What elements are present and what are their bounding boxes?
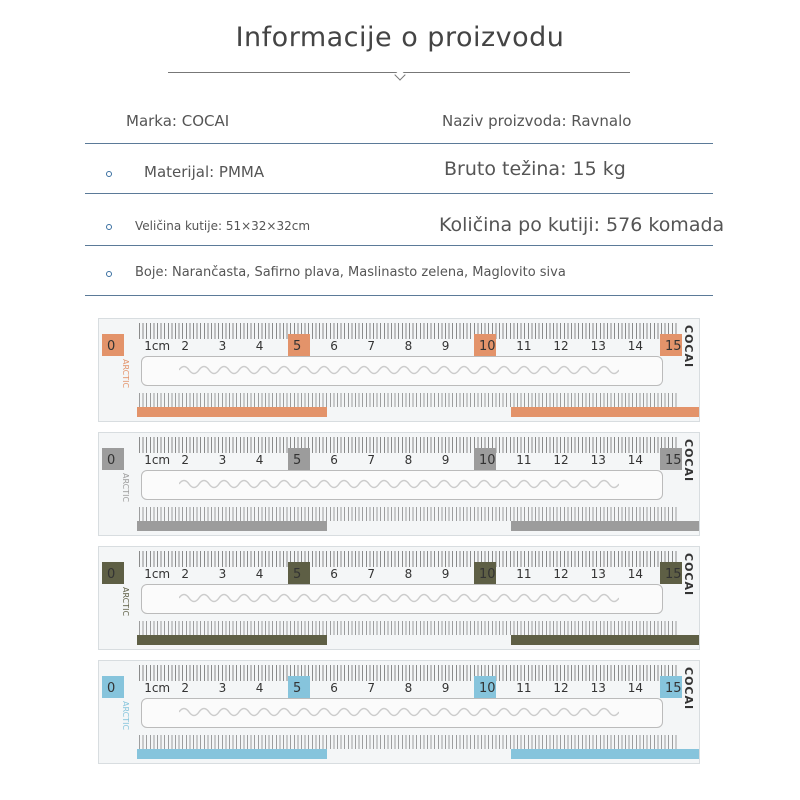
ruler-number: 1cm — [144, 453, 171, 467]
ruler-number: 10 — [479, 567, 496, 582]
ruler-number: 12 — [553, 339, 569, 353]
ruler-side-label: ARCTIC — [121, 473, 130, 503]
ruler-number: 10 — [479, 681, 496, 696]
page-title: Informacije o proizvodu — [235, 22, 565, 53]
ruler-wave-line — [179, 591, 619, 605]
ruler-number: 11 — [516, 681, 532, 695]
ruler-ticks-bottom — [139, 621, 679, 635]
ruler-number: 4 — [255, 681, 264, 695]
spec-brand: Marka: COCAI — [126, 112, 230, 130]
ruler-number: 3 — [218, 681, 227, 695]
ruler-number: 4 — [255, 339, 264, 353]
ruler-color-band — [137, 749, 327, 759]
ruler-number: 5 — [293, 567, 302, 582]
ruler-side-label: ARCTIC — [121, 587, 130, 617]
ruler-number: 8 — [404, 453, 413, 467]
spec-box-size: Veličina kutije: 51×32×32cm — [135, 219, 311, 233]
ruler-number: 14 — [627, 453, 644, 467]
bullet-icon — [106, 271, 112, 277]
ruler-number: 4 — [255, 453, 264, 467]
ruler-number: 12 — [553, 567, 569, 581]
ruler-number: 5 — [293, 681, 302, 696]
ruler-image — [98, 546, 700, 650]
spec-quantity: Količina po kutiji: 576 komada — [439, 214, 725, 236]
row-divider — [85, 295, 713, 296]
ruler-color-band — [511, 407, 699, 417]
ruler-number: 14 — [627, 339, 644, 353]
ruler-number: 9 — [441, 339, 450, 353]
ruler-number: 7 — [367, 453, 376, 467]
ruler-number: 12 — [553, 681, 569, 695]
ruler-number: 7 — [367, 339, 376, 353]
ruler-number: 9 — [441, 681, 450, 695]
ruler-number: 12 — [553, 453, 569, 467]
ruler-number: 2 — [181, 339, 190, 353]
ruler-number: 1cm — [144, 567, 171, 581]
ruler-number: 11 — [516, 453, 532, 467]
ruler-number: 5 — [293, 453, 302, 468]
ruler-color-band — [137, 635, 327, 645]
ruler-wave-line — [179, 705, 619, 719]
ruler-number: 5 — [293, 339, 302, 354]
row-divider — [85, 193, 713, 194]
ruler-ticks-top — [139, 665, 679, 681]
ruler-brand-logo: COCAI — [682, 439, 695, 483]
ruler-number: 13 — [590, 681, 606, 695]
ruler-ticks-top — [139, 323, 679, 339]
ruler-number: 2 — [181, 453, 190, 467]
ruler-number: 10 — [479, 453, 496, 468]
ruler-number: 7 — [367, 567, 376, 581]
ruler-color-band — [137, 521, 327, 531]
ruler-number: 8 — [404, 567, 413, 581]
ruler-color-band — [511, 521, 699, 531]
ruler-number: 0 — [107, 339, 116, 354]
ruler-brand-logo: COCAI — [682, 667, 695, 711]
row-divider — [85, 143, 713, 144]
ruler-color-band — [137, 407, 327, 417]
ruler-ticks-bottom — [139, 393, 679, 407]
ruler-number: 0 — [107, 567, 116, 582]
ruler-number: 1cm — [144, 681, 171, 695]
ruler-number: 13 — [590, 567, 606, 581]
ruler-number: 9 — [441, 567, 450, 581]
ruler-number: 2 — [181, 681, 190, 695]
ruler-number: 13 — [590, 339, 606, 353]
ruler-side-label: ARCTIC — [121, 359, 130, 389]
ruler-number: 0 — [107, 453, 116, 468]
spec-material: Materijal: PMMA — [144, 163, 265, 181]
ruler-number: 8 — [404, 339, 413, 353]
ruler-number: 11 — [516, 339, 532, 353]
ruler-number: 11 — [516, 567, 532, 581]
spec-product-name: Naziv proizvoda: Ravnalo — [442, 112, 632, 130]
ruler-number: 15 — [665, 453, 682, 468]
ruler-image — [98, 432, 700, 536]
ruler-number: 6 — [330, 681, 338, 695]
ruler-number: 0 — [107, 681, 116, 696]
ruler-number: 15 — [665, 567, 682, 582]
ruler-ticks-top — [139, 551, 679, 567]
ruler-number: 15 — [665, 339, 682, 354]
ruler-number: 8 — [404, 681, 413, 695]
ruler-number: 2 — [181, 567, 190, 581]
ruler-number: 6 — [330, 567, 338, 581]
bullet-icon — [106, 171, 112, 177]
ruler-ticks-bottom — [139, 507, 679, 521]
ruler-wave-line — [179, 363, 619, 377]
spec-colors: Boje: Narančasta, Safirno plava, Maslinasto zelena, Maglovito siva — [135, 265, 566, 280]
ruler-number: 3 — [218, 567, 227, 581]
ruler-number: 6 — [330, 339, 338, 353]
ruler-ticks-top — [139, 437, 679, 453]
ruler-wave-line — [179, 477, 619, 491]
ruler-number: 6 — [330, 453, 338, 467]
ruler-number: 13 — [590, 453, 606, 467]
ruler-number: 7 — [367, 681, 376, 695]
ruler-side-label: ARCTIC — [121, 701, 130, 731]
ruler-number: 1cm — [144, 339, 171, 353]
ruler-number: 14 — [627, 681, 644, 695]
ruler-number: 4 — [255, 567, 264, 581]
ruler-image — [98, 660, 700, 764]
ruler-image — [98, 318, 700, 422]
ruler-ticks-bottom — [139, 735, 679, 749]
spec-gross-weight: Bruto težina: 15 kg — [444, 158, 626, 180]
ruler-number: 10 — [479, 339, 496, 354]
ruler-color-band — [511, 749, 699, 759]
row-divider — [85, 245, 713, 246]
ruler-number: 3 — [218, 339, 227, 353]
ruler-brand-logo: COCAI — [682, 325, 695, 369]
ruler-brand-logo: COCAI — [682, 553, 695, 597]
ruler-color-band — [511, 635, 699, 645]
ruler-number: 15 — [665, 681, 682, 696]
ruler-number: 3 — [218, 453, 227, 467]
ruler-number: 9 — [441, 453, 450, 467]
bullet-icon — [106, 224, 112, 230]
ruler-number: 14 — [627, 567, 644, 581]
